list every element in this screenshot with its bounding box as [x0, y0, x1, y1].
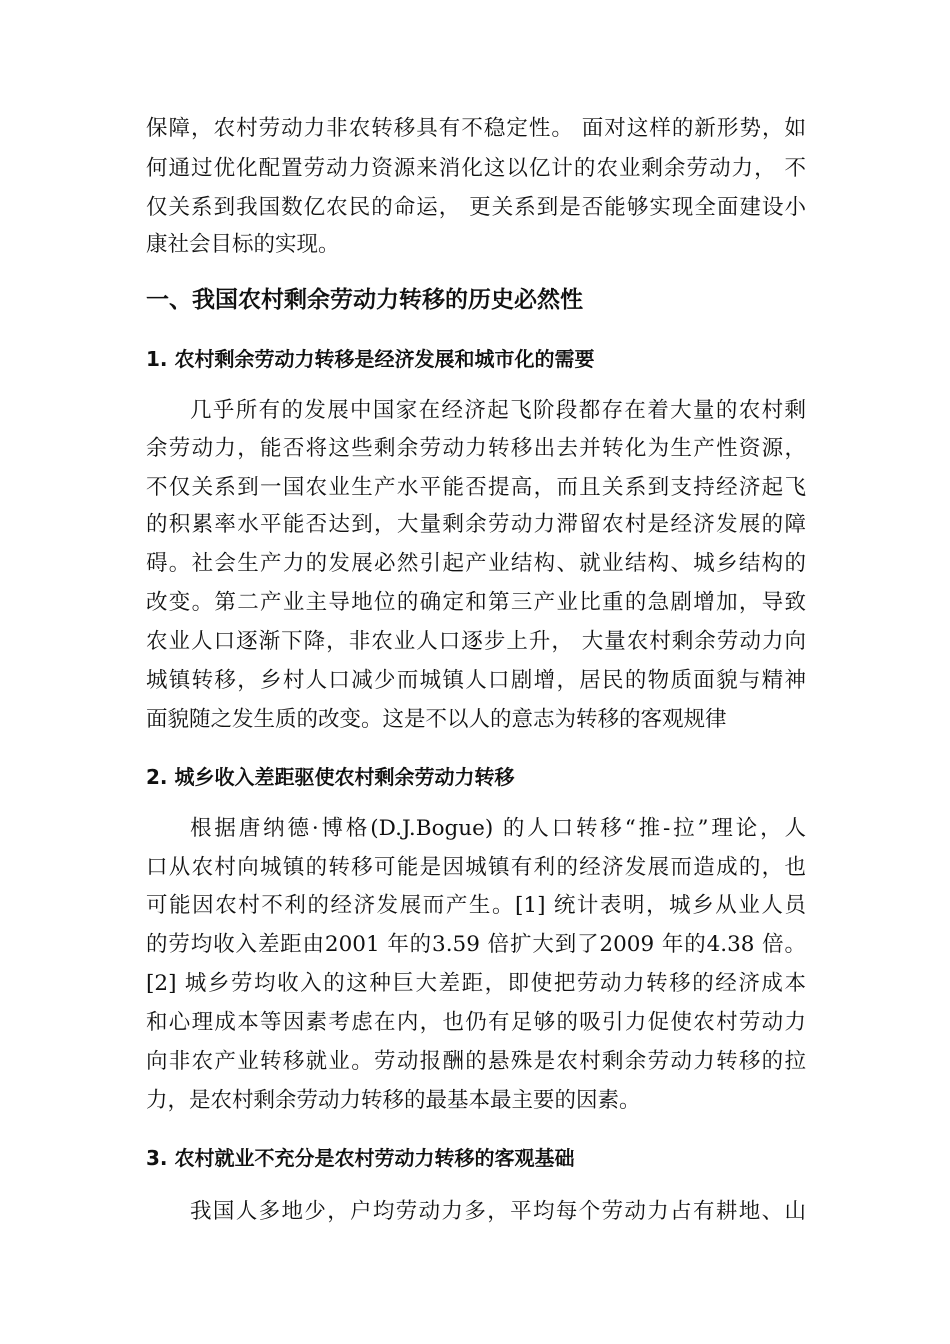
paragraph-line: 和心理成本等因素考虑在内，也仍有足够的吸引力促使农村劳动力: [146, 1010, 806, 1035]
paragraph-line: 保障，农村劳动力非农转移具有不稳定性。 面对这样的新形势，如: [146, 116, 806, 141]
paragraph-line: 何通过优化配置劳动力资源来消化这以亿计的农业剩余劳动力， 不: [146, 156, 806, 181]
paragraph-line: 不仅关系到一国农业生产水平能否提高，而且关系到支持经济起飞: [146, 475, 806, 500]
paragraph-line: [2] 城乡劳均收入的这种巨大差距，即使把劳动力转移的经济成本: [146, 971, 806, 996]
subsection-heading: 2. 城乡收入差距驱使农村剩余劳动力转移: [146, 765, 515, 789]
paragraph-line: 向非农产业转移就业。劳动报酬的悬殊是农村剩余劳动力转移的拉: [146, 1049, 806, 1074]
paragraph-line: 可能因农村不利的经济发展而产生。[1] 统计表明，城乡从业人员: [146, 893, 806, 918]
paragraph-line: 康社会目标的实现。: [146, 232, 340, 257]
paragraph-line: 力，是农村剩余劳动力转移的最基本最主要的因素。: [146, 1088, 641, 1113]
section-heading: 一、我国农村剩余劳动力转移的历史必然性: [146, 287, 583, 313]
paragraph-line: 几乎所有的发展中国家在经济起飞阶段都存在着大量的农村剩: [190, 398, 806, 423]
paragraph-line: 根据唐纳德·博格(D.J.Bogue) 的人口转移“推-拉”理论，人: [190, 816, 806, 841]
paragraph-line: 的积累率水平能否达到，大量剩余劳动力滞留农村是经济发展的障: [146, 512, 806, 537]
paragraph-line: 城镇转移，乡村人口减少而城镇人口剧增，居民的物质面貌与精神: [146, 668, 806, 693]
paragraph-line: 农业人口逐渐下降，非农业人口逐步上升， 大量农村剩余劳动力向: [146, 629, 806, 654]
paragraph-line: 碍。社会生产力的发展必然引起产业结构、就业结构、城乡结构的: [146, 551, 806, 576]
paragraph-line: 我国人多地少，户均劳动力多，平均每个劳动力占有耕地、山: [190, 1199, 806, 1224]
subsection-heading: 3. 农村就业不充分是农村劳动力转移的客观基础: [146, 1146, 575, 1170]
paragraph-line: 余劳动力，能否将这些剩余劳动力转移出去并转化为生产性资源，: [146, 436, 806, 461]
subsection-heading: 1. 农村剩余劳动力转移是经济发展和城市化的需要: [146, 347, 595, 371]
paragraph-line: 改变。第二产业主导地位的确定和第三产业比重的急剧增加，导致: [146, 590, 806, 615]
paragraph-line: 口从农村向城镇的转移可能是因城镇有利的经济发展而造成的，也: [146, 855, 806, 880]
paragraph-line: 面貌随之发生质的改变。这是不以人的意志为转移的客观规律: [146, 707, 727, 732]
paragraph-line: 仅关系到我国数亿农民的命运， 更关系到是否能够实现全面建设小: [146, 195, 806, 220]
paragraph-line: 的劳均收入差距由2001 年的3.59 倍扩大到了2009 年的4.38 倍。: [146, 932, 806, 957]
